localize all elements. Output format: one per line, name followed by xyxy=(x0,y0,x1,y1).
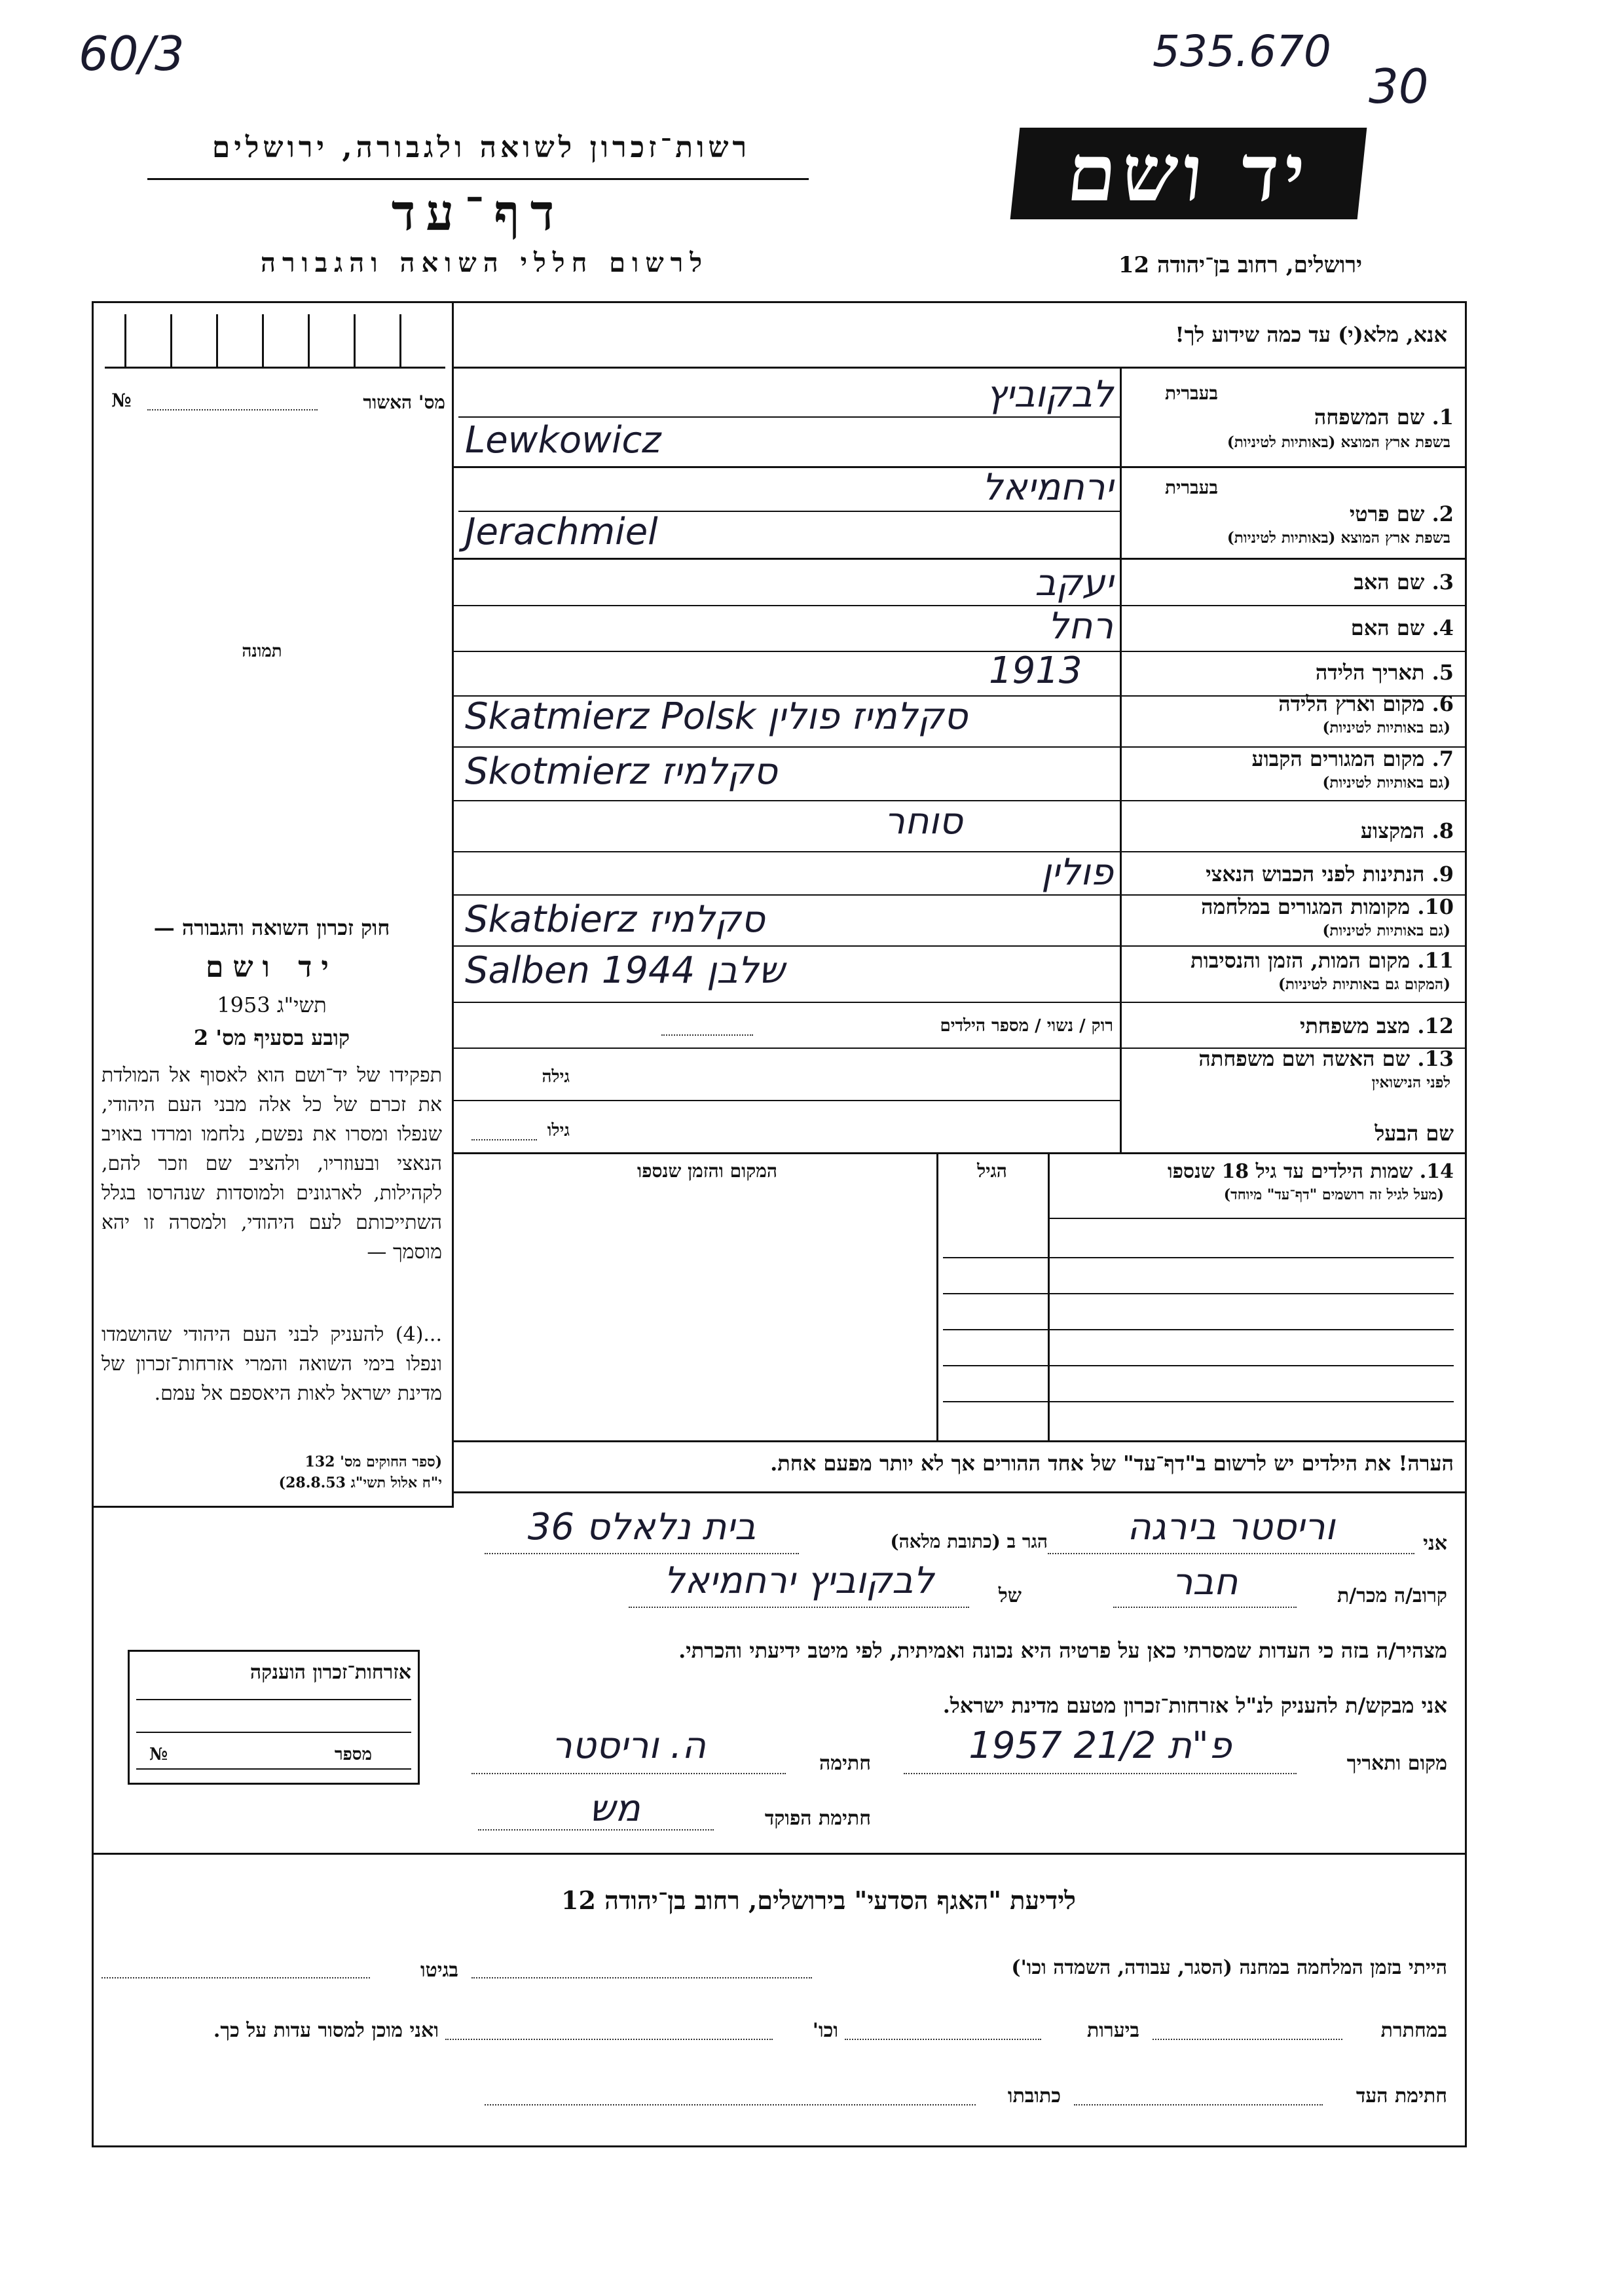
field-2-latin-value[interactable]: Jerachmiel xyxy=(465,511,658,553)
decl-statement: מצהיר/ה בזה כי העדות שמסרתי כאן על פרטיה היא נכונה ואמיתית, לפי מיטב ידיעתי והכרתי. xyxy=(678,1638,1447,1663)
children-divider-1 xyxy=(1048,1152,1050,1440)
annotation-top-right-page: 30 xyxy=(1369,59,1429,114)
intro-underline xyxy=(452,367,1467,369)
footer-line1-field-a[interactable] xyxy=(471,1977,812,1978)
decl-i-line xyxy=(1048,1553,1414,1554)
field-11-label: 11. מקום המות, הזמן והנסיבות xyxy=(1190,948,1454,973)
field-5-value[interactable]: 1913 xyxy=(989,649,1082,692)
decl-signature-label: חתימה xyxy=(819,1752,871,1775)
header-address: ירושלים, רחוב בן־יהודה 12 xyxy=(1118,252,1362,278)
form-intro: אנא, מלא(י) עד כמה שידוע לך! xyxy=(1175,322,1447,347)
law-clause: קובע בסעיף מס' 2 xyxy=(193,1025,350,1050)
field-4-label: 4. שם האם xyxy=(1350,615,1454,640)
field-6-label: 6. מקום וארץ הלידה xyxy=(1278,691,1454,716)
footer-line1-field-b[interactable] xyxy=(101,1977,370,1978)
law-name: יד ושם xyxy=(206,951,338,984)
field-7-label: 7. מקום המגורים הקבוע xyxy=(1251,746,1454,771)
photo-label: תמונה xyxy=(242,642,282,661)
law-text: תפקידו של יד־ושם הוא לאסוף אל המולדת את זכרם של כל אלה מבני העם היהודי, שנפלו ומסרו את נפשם, נלחמו ומרדו באויב הנאצי ובעוזריו, ולהציב שם וזכר להם, לקהילות, לארגונים ולמוסדות שנהרסו בגלל השתייכותם לעם היהודי, ולמסרה זו יהא מוסמך — xyxy=(101,1064,442,1264)
children-divider-2 xyxy=(936,1152,938,1440)
decl-relation-label: קרוב/ה מכר/ת xyxy=(1337,1584,1447,1607)
footer-line2-field-c[interactable] xyxy=(445,2039,773,2040)
field-11-value[interactable]: Salben 1944 שלבן xyxy=(465,949,785,992)
footer-line3-field-a[interactable] xyxy=(1074,2104,1323,2105)
form-subtitle: לרשום חללי השואה והגבורה xyxy=(260,247,709,278)
decl-officer-label: חתימת הפוקד xyxy=(764,1807,871,1830)
certificate-box xyxy=(128,1650,420,1785)
field-10-value[interactable]: Skatbierz סקלמיז xyxy=(465,898,765,941)
field-13-value-label: גילה xyxy=(542,1067,570,1087)
children-header-line xyxy=(1048,1218,1467,1219)
children-note: הערה! את הילדים יש לרשום ב"דף־עד" של אחד ההורים אך לא יותר מפעם אחת. xyxy=(770,1451,1454,1476)
field-2-lang: בעברית xyxy=(1164,477,1218,498)
decl-i-label: אני xyxy=(1423,1532,1447,1555)
law-title: חוק זכרון השואה והגבורה — xyxy=(153,915,390,940)
field-13-sub: לפני הנישואין xyxy=(1371,1074,1450,1091)
footer-line2-field-a[interactable] xyxy=(1153,2039,1342,2040)
decl-address-value[interactable]: בית נלאלס 36 xyxy=(527,1506,756,1548)
certificate-number-label: מספר xyxy=(334,1745,372,1764)
gazette-date: י"ח אלול תשי"ג 28.8.53) xyxy=(278,1474,442,1491)
field-3-value[interactable]: יעקב xyxy=(1035,562,1113,604)
field-1-hebrew-value[interactable]: לבקוביץ xyxy=(986,373,1113,416)
children-row-5 xyxy=(943,1401,1454,1402)
field-1-lang: בעברית xyxy=(1164,382,1218,404)
field-13-inner-line xyxy=(452,1100,1120,1101)
field-9-value[interactable]: פולין xyxy=(1041,851,1113,894)
field-1-hebrew-line xyxy=(458,416,1120,418)
left-column-divider xyxy=(452,301,454,1506)
label-column-divider xyxy=(1120,367,1122,1152)
field-4-value[interactable]: רחל xyxy=(1047,605,1113,647)
decl-signature-value[interactable]: ה. וריסטר xyxy=(551,1724,706,1767)
decl-officer-value[interactable]: מש xyxy=(589,1787,640,1830)
children-col-place: המקום והזמן שנספו xyxy=(637,1160,777,1182)
authority-title: רשות־זכרון לשואה ולגבורה, ירושלים xyxy=(212,131,751,164)
field-11-sub: (המקום גם באותיות לטיניות) xyxy=(1278,975,1450,993)
field-2-label: 2. שם פרטי xyxy=(1349,501,1454,526)
field-13-label: 13. שם האשה ושם משפחתה xyxy=(1198,1046,1454,1071)
decl-of-value[interactable]: לבקוביץ ירחמיאל xyxy=(663,1559,934,1602)
decl-officer-line xyxy=(478,1829,714,1831)
decl-i-value[interactable]: וריסטר בירגה xyxy=(1127,1506,1335,1548)
footer-line1-a: הייתי בזמן המלחמה במחנה (הסגר, עבודה, השמדה וכו') xyxy=(1011,1956,1447,1979)
field-10-sub: (גם באותיות לטיניות) xyxy=(1322,922,1450,939)
field-5-label: 5. תאריך הלידה xyxy=(1315,660,1454,685)
husband-label: שם הבעל xyxy=(1375,1121,1454,1146)
field-6-sub: (גם באותיות לטיניות) xyxy=(1322,719,1450,737)
field-10-label: 10. מקומות המגורים במלחמה xyxy=(1201,894,1454,919)
frame-right xyxy=(1465,301,1467,2147)
field-7-value[interactable]: Skotmierz סקלמיז xyxy=(465,750,777,793)
children-row-1 xyxy=(943,1257,1454,1258)
children-col-age: הגיל xyxy=(977,1160,1007,1182)
frame-left xyxy=(92,301,94,2147)
field-12-options[interactable]: רוק / נשוי / מספר הילדים xyxy=(940,1016,1113,1036)
children-row-4 xyxy=(943,1365,1454,1366)
footer-line1-b: בגיטו xyxy=(420,1959,458,1982)
approval-no-label: מס' האשור xyxy=(363,392,445,413)
field-1-label: 1. שם המשפחה xyxy=(1314,405,1454,429)
field-12-children-count[interactable] xyxy=(661,1034,753,1036)
sidebar-bottom xyxy=(92,1506,454,1508)
field-2-sub: בשפת ארץ המוצא (באותיות לטיניות) xyxy=(1227,529,1450,547)
children-table-header: 14. שמות הילדים עד גיל 18 שנספו xyxy=(1167,1160,1454,1183)
annotation-top-right-number: 535.670 xyxy=(1153,26,1331,77)
footer-line2-field-b[interactable] xyxy=(845,2039,1041,2040)
form-title: דף־עד xyxy=(391,183,565,242)
decl-relation-value[interactable]: חבר xyxy=(1172,1561,1238,1603)
approval-no-symbol: № xyxy=(111,390,132,411)
field-8-label: 8. המקצוע xyxy=(1360,818,1454,843)
law-year: תשי"ג 1953 xyxy=(217,993,327,1017)
annotation-top-left: 60/3 xyxy=(79,26,185,81)
husband-field[interactable] xyxy=(471,1139,537,1140)
law-text-2: ...(4) להעניק לבני העם היהודי שהושמדו ונפלו בימי השואה והמרי אזרחות־זכרון של מדינת ישראל לאות היאספם אל עמם. xyxy=(101,1323,442,1405)
footer-line2-a: במחתרת xyxy=(1380,2019,1447,2042)
certificate-title: אזרחות־זכרון הוענקה xyxy=(249,1661,411,1684)
decl-signature-line xyxy=(471,1773,786,1774)
decl-request: אני מבקש/ת להעניק לנ"ל אזרחות־זכרון מטעם מדינת ישראל. xyxy=(942,1693,1447,1718)
decl-of-line xyxy=(629,1607,969,1608)
children-row-2 xyxy=(943,1293,1454,1294)
approval-no-field[interactable] xyxy=(147,409,318,410)
children-row-3 xyxy=(943,1329,1454,1330)
decl-place-date-line xyxy=(904,1773,1297,1774)
field-7-sub: (גם באותיות לטיניות) xyxy=(1322,774,1450,792)
filing-boxes xyxy=(105,314,445,369)
footer-separator xyxy=(92,1853,1467,1855)
field-4-bottom xyxy=(452,651,1467,652)
field-10-bottom xyxy=(452,945,1467,947)
footer-line3-field-b[interactable] xyxy=(485,2104,976,2105)
children-table-subheader: (מעל לגיל זה רושמים "דף־עד" מיוחד) xyxy=(1223,1186,1444,1203)
field-13-bottom xyxy=(452,1152,1467,1154)
children-table-bottom xyxy=(452,1440,1467,1442)
field-3-label: 3. שם האב xyxy=(1354,570,1454,594)
authority-underline xyxy=(147,178,809,180)
footer-line2-b: ביערות xyxy=(1086,2019,1139,2042)
field-8-value[interactable]: סוחר xyxy=(884,800,963,843)
field-1-latin-value[interactable]: Lewkowicz xyxy=(465,419,661,462)
footer-line2-d: ואני מוכן למסור עדות על כך. xyxy=(213,2019,439,2042)
yad-vashem-logo: יד ושם xyxy=(1010,128,1367,219)
footer-line3-a: חתימת העד xyxy=(1356,2085,1447,2107)
husband-value-label: גילו xyxy=(547,1121,570,1140)
footer-line2-c: וכו' xyxy=(812,2019,838,2042)
decl-address-line xyxy=(485,1553,799,1554)
certificate-number-symbol: № xyxy=(149,1745,168,1764)
footer-title: לידיעת "האגף הסדעי" בירושלים, רחוב בן־יהודה 12 xyxy=(561,1886,1076,1915)
decl-place-date-value[interactable]: פ"ת 21/2 1957 xyxy=(969,1724,1232,1767)
decl-relation-line xyxy=(1113,1607,1297,1608)
frame-bottom xyxy=(92,2145,1467,2147)
frame-top xyxy=(92,301,1467,303)
decl-of-label: של xyxy=(998,1584,1022,1607)
gazette: (ספר החוקים מס' 132 xyxy=(304,1453,442,1470)
note-bottom xyxy=(452,1491,1467,1493)
field-11-bottom xyxy=(452,1002,1467,1003)
field-1-sub: בשפת ארץ המוצא (באותיות לטיניות) xyxy=(1227,433,1450,451)
field-2-bottom xyxy=(452,558,1467,560)
field-6-value[interactable]: Skatmierz Polsk סקלמיז פולין xyxy=(465,695,968,738)
field-2-hebrew-value[interactable]: ירחמיאל xyxy=(982,466,1113,509)
field-12-label: 12. מצב משפחתי xyxy=(1300,1013,1454,1038)
footer-line3-b: כתובתו xyxy=(1007,2085,1061,2107)
decl-resident-label: הגר ב (כתובת מלאה) xyxy=(890,1531,1048,1552)
field-9-label: 9. הנתינות לפני הכבוש הנאצי xyxy=(1206,862,1454,886)
decl-place-date-label: מקום ותאריך xyxy=(1346,1752,1447,1775)
